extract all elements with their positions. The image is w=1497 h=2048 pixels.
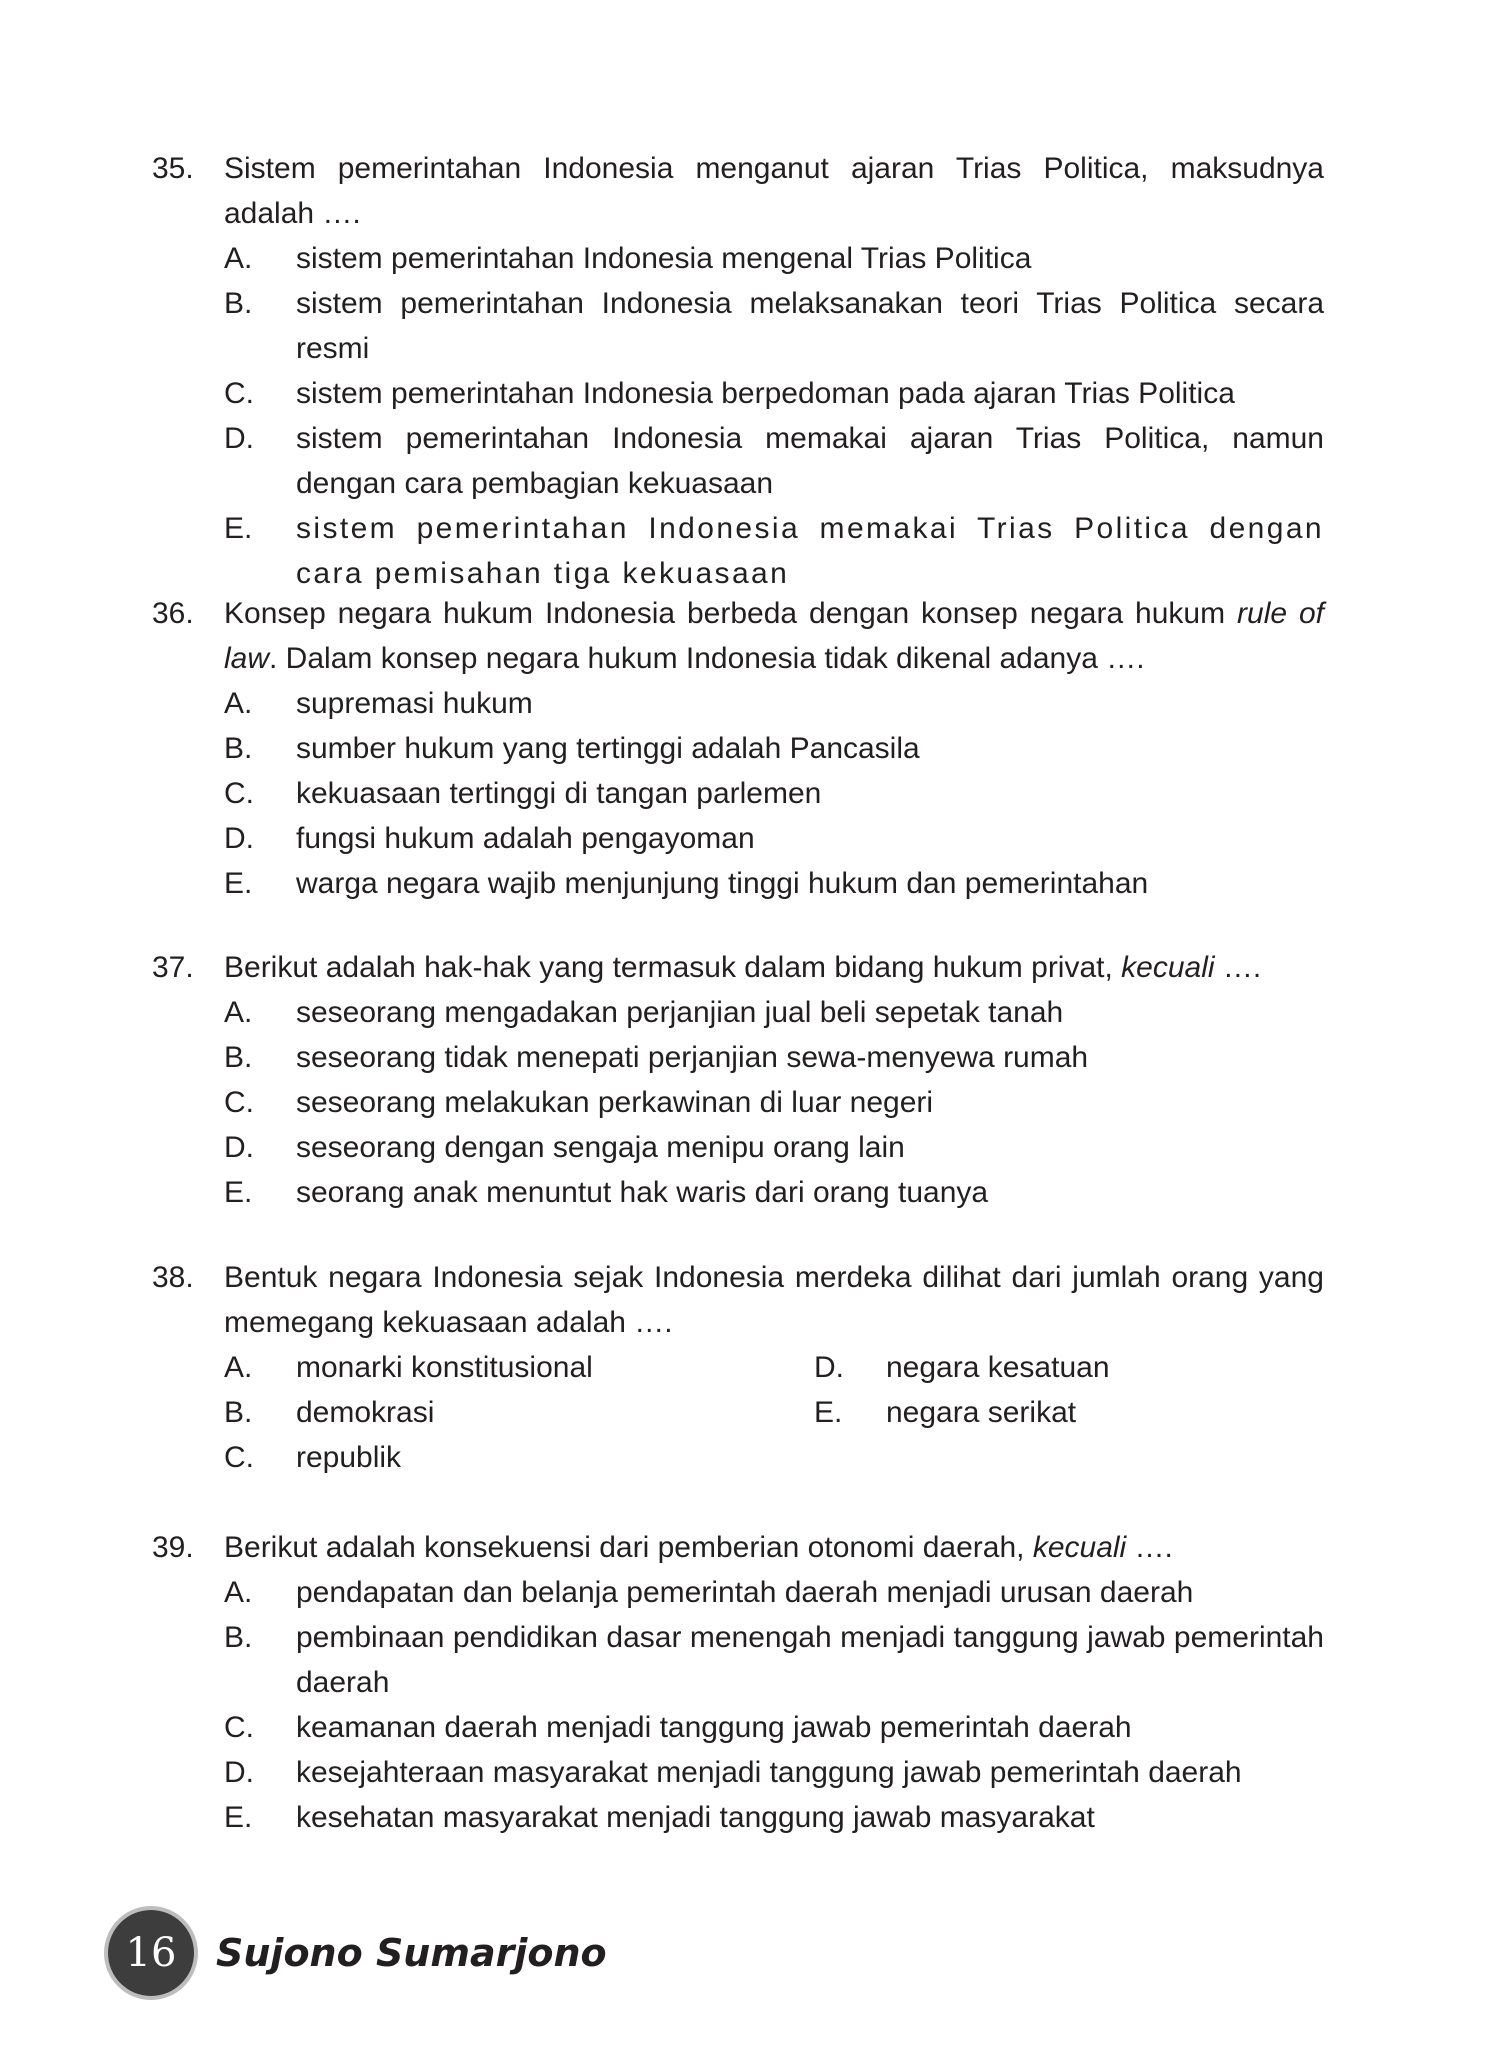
option-letter: A.: [224, 1351, 253, 1384]
question-39: [152, 1525, 1324, 1840]
option-letter: B.: [224, 732, 253, 765]
option-b: [224, 1390, 814, 1435]
question-text: [224, 945, 1324, 990]
option-column-left: [224, 1345, 814, 1480]
option-letter: D.: [814, 1351, 844, 1384]
option-text: seorang anak menuntut hak waris dari orang tuanya: [296, 1176, 989, 1209]
question-text-part: . Dalam konsep negara hukum Indonesia tidak dikenal adanya ….: [269, 642, 1145, 675]
question-text-part: ….: [1126, 1531, 1173, 1564]
option-letter: B.: [224, 287, 253, 320]
option-list: [224, 990, 1324, 1215]
option-letter: A.: [224, 1576, 253, 1609]
option-letter: A.: [224, 242, 253, 275]
option-letter: C.: [224, 777, 254, 810]
question-text-part: Berikut adalah hak-hak yang termasuk dalam bidang hukum privat,: [224, 951, 1122, 984]
page-number-badge: [108, 1910, 194, 1996]
question-text: [224, 1525, 1324, 1570]
question-37: [152, 945, 1324, 1215]
question-text-part: Berikut adalah konsekuensi dari pemberian otonomi daerah,: [224, 1531, 1033, 1564]
option-letter: C.: [224, 1086, 254, 1119]
option-a: [224, 1345, 814, 1390]
option-d: [224, 1125, 1324, 1170]
option-b: [224, 281, 1324, 371]
option-letter: A.: [224, 996, 253, 1029]
option-text: sistem pemerintahan Indonesia memakai ajaran Trias Politica, namun dengan cara pembagian kekuasaan: [296, 422, 1324, 500]
option-a: [224, 1570, 1324, 1615]
question-text-italic: kecuali: [1121, 951, 1215, 984]
option-e: [224, 1170, 1324, 1215]
option-b: [224, 1035, 1324, 1080]
option-text: seseorang mengadakan perjanjian jual beli sepetak tanah: [296, 996, 1064, 1029]
option-text: warga negara wajib menjunjung tinggi hukum dan pemerintahan: [296, 867, 1149, 900]
page-number: 16: [125, 1929, 177, 1976]
option-text: sistem pemerintahan Indonesia berpedoman pada ajaran Trias Politica: [296, 377, 1235, 410]
option-column-right: [814, 1345, 1324, 1480]
option-letter: B.: [224, 1396, 253, 1429]
option-text: kesejahteraan masyarakat menjadi tanggung jawab pemerintah daerah: [296, 1756, 1242, 1789]
option-letter: A.: [224, 687, 253, 720]
option-text: seseorang dengan sengaja menipu orang lain: [296, 1131, 905, 1164]
author-name: Sujono Sumarjono: [216, 1930, 607, 1975]
question-number: 38.: [152, 1261, 194, 1294]
question-text-part: ….: [1214, 951, 1262, 984]
option-a: [224, 236, 1324, 281]
option-e: [224, 1795, 1324, 1840]
option-c: [224, 1080, 1324, 1125]
option-d: [224, 816, 1324, 861]
question-text: [224, 591, 1324, 681]
option-text: supremasi hukum: [296, 687, 533, 720]
option-text: kesehatan masyarakat menjadi tanggung jawab masyarakat: [296, 1801, 1095, 1834]
option-letter: E.: [814, 1396, 843, 1429]
option-c: [224, 371, 1324, 416]
option-d: [224, 416, 1324, 506]
option-text: kekuasaan tertinggi di tangan parlemen: [296, 777, 822, 810]
option-e: [814, 1390, 1324, 1435]
question-number: 36.: [152, 597, 194, 630]
option-letter: B.: [224, 1621, 253, 1654]
option-text: negara serikat: [886, 1396, 1077, 1429]
option-text: fungsi hukum adalah pengayoman: [296, 822, 755, 855]
option-text: pembinaan pendidikan dasar menengah menjadi tanggung jawab pemerintah daerah: [296, 1621, 1324, 1699]
option-letter: E.: [224, 512, 253, 545]
option-letter: B.: [224, 1041, 253, 1074]
option-text: sistem pemerintahan Indonesia memakai Trias Politica dengan cara pemisahan tiga kekuasaan: [296, 512, 1324, 590]
option-e: [224, 861, 1324, 906]
option-d: [814, 1345, 1324, 1390]
option-d: [224, 1750, 1324, 1795]
option-e: [224, 506, 1324, 596]
option-a: [224, 990, 1324, 1035]
option-text: sistem pemerintahan Indonesia mengenal Trias Politica: [296, 242, 1032, 275]
option-text: sistem pemerintahan Indonesia melaksanakan teori Trias Politica secara resmi: [296, 287, 1324, 365]
option-letter: C.: [224, 377, 254, 410]
option-letter: D.: [224, 422, 254, 455]
option-c: [224, 1705, 1324, 1750]
page-footer: [108, 1910, 607, 1996]
option-text: seseorang melakukan perkawinan di luar negeri: [296, 1086, 934, 1119]
option-c: [224, 1435, 814, 1480]
option-text: seseorang tidak menepati perjanjian sewa-menyewa rumah: [296, 1041, 1089, 1074]
question-36: [152, 591, 1324, 906]
question-38: [152, 1255, 1324, 1480]
option-list: [224, 681, 1324, 906]
question-text: Sistem pemerintahan Indonesia menganut ajaran Trias Politica, maksudnya adalah ….: [224, 152, 1324, 230]
option-letter: E.: [224, 867, 253, 900]
question-text: Bentuk negara Indonesia sejak Indonesia merdeka dilihat dari jumlah orang yang memegang kekuasaan adalah ….: [224, 1261, 1324, 1339]
option-c: [224, 771, 1324, 816]
option-letter: D.: [224, 1756, 254, 1789]
option-letter: C.: [224, 1711, 254, 1744]
option-list: [224, 1345, 1324, 1480]
question-number: 39.: [152, 1531, 194, 1564]
option-text: negara kesatuan: [886, 1351, 1110, 1384]
option-b: [224, 1615, 1324, 1705]
option-text: monarki konstitusional: [296, 1351, 593, 1384]
option-text: keamanan daerah menjadi tanggung jawab pemerintah daerah: [296, 1711, 1132, 1744]
question-text-italic: rule of law: [224, 597, 1324, 675]
option-list: [224, 1570, 1324, 1840]
option-text: republik: [296, 1441, 402, 1474]
option-letter: E.: [224, 1801, 253, 1834]
option-text: demokrasi: [296, 1396, 435, 1429]
question-number: 37.: [152, 951, 194, 984]
option-letter: D.: [224, 822, 254, 855]
option-b: [224, 726, 1324, 771]
option-text: sumber hukum yang tertinggi adalah Pancasila: [296, 732, 920, 765]
option-letter: D.: [224, 1131, 254, 1164]
option-letter: E.: [224, 1176, 253, 1209]
question-number: 35.: [152, 152, 194, 185]
option-letter: C.: [224, 1441, 254, 1474]
option-text: pendapatan dan belanja pemerintah daerah menjadi urusan daerah: [296, 1576, 1194, 1609]
option-a: [224, 681, 1324, 726]
question-text-italic: kecuali: [1032, 1531, 1127, 1564]
question-35: [152, 146, 1324, 596]
option-list: [224, 236, 1324, 596]
question-text-part: Konsep negara hukum Indonesia berbeda dengan konsep negara hukum: [224, 597, 1238, 630]
